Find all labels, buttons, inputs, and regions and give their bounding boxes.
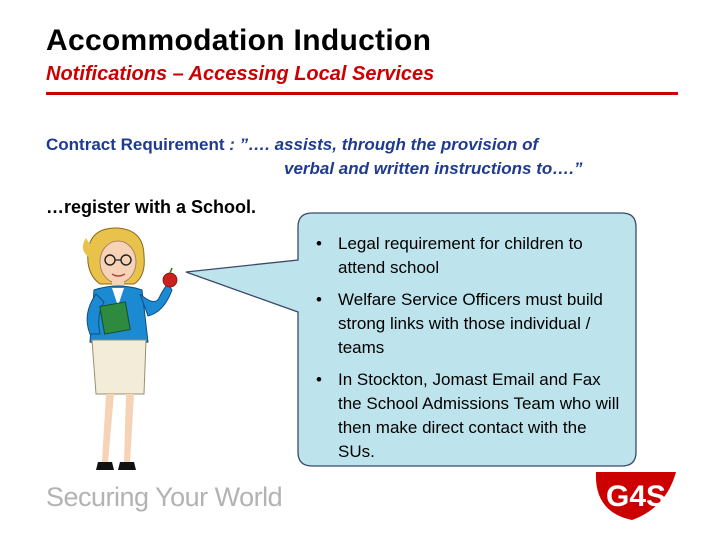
bullet-icon: • <box>316 234 322 253</box>
contract-quote-line2: verbal and written instructions to….” <box>284 159 583 178</box>
g4s-logo <box>586 468 682 524</box>
bullet-item: • In Stockton, Jomast Email and Fax the School Admissions Team who will then make direct contact with the SUs. <box>316 370 620 461</box>
bubble-bullet-list <box>310 232 620 472</box>
teacher-illustration <box>60 222 190 484</box>
contract-quote-line1: : ”…. assists, through the provision of <box>229 135 539 154</box>
g4s-logo-text: G4S <box>605 480 667 513</box>
register-heading: …register with a School. <box>46 197 257 217</box>
bullet-item: • Legal requirement for children to attend school <box>316 234 583 277</box>
footer-slogan: Securing Your World <box>46 482 283 512</box>
slide-subtitle: Notifications – Accessing Local Services <box>46 63 435 85</box>
contract-label: Contract Requirement <box>46 135 225 154</box>
bullet-icon: • <box>316 370 322 389</box>
bullet-icon: • <box>316 290 322 309</box>
slide-title: Accommodation Induction <box>46 24 432 57</box>
bullet-item: • Welfare Service Officers must build strong links with those individual / teams <box>316 290 603 357</box>
